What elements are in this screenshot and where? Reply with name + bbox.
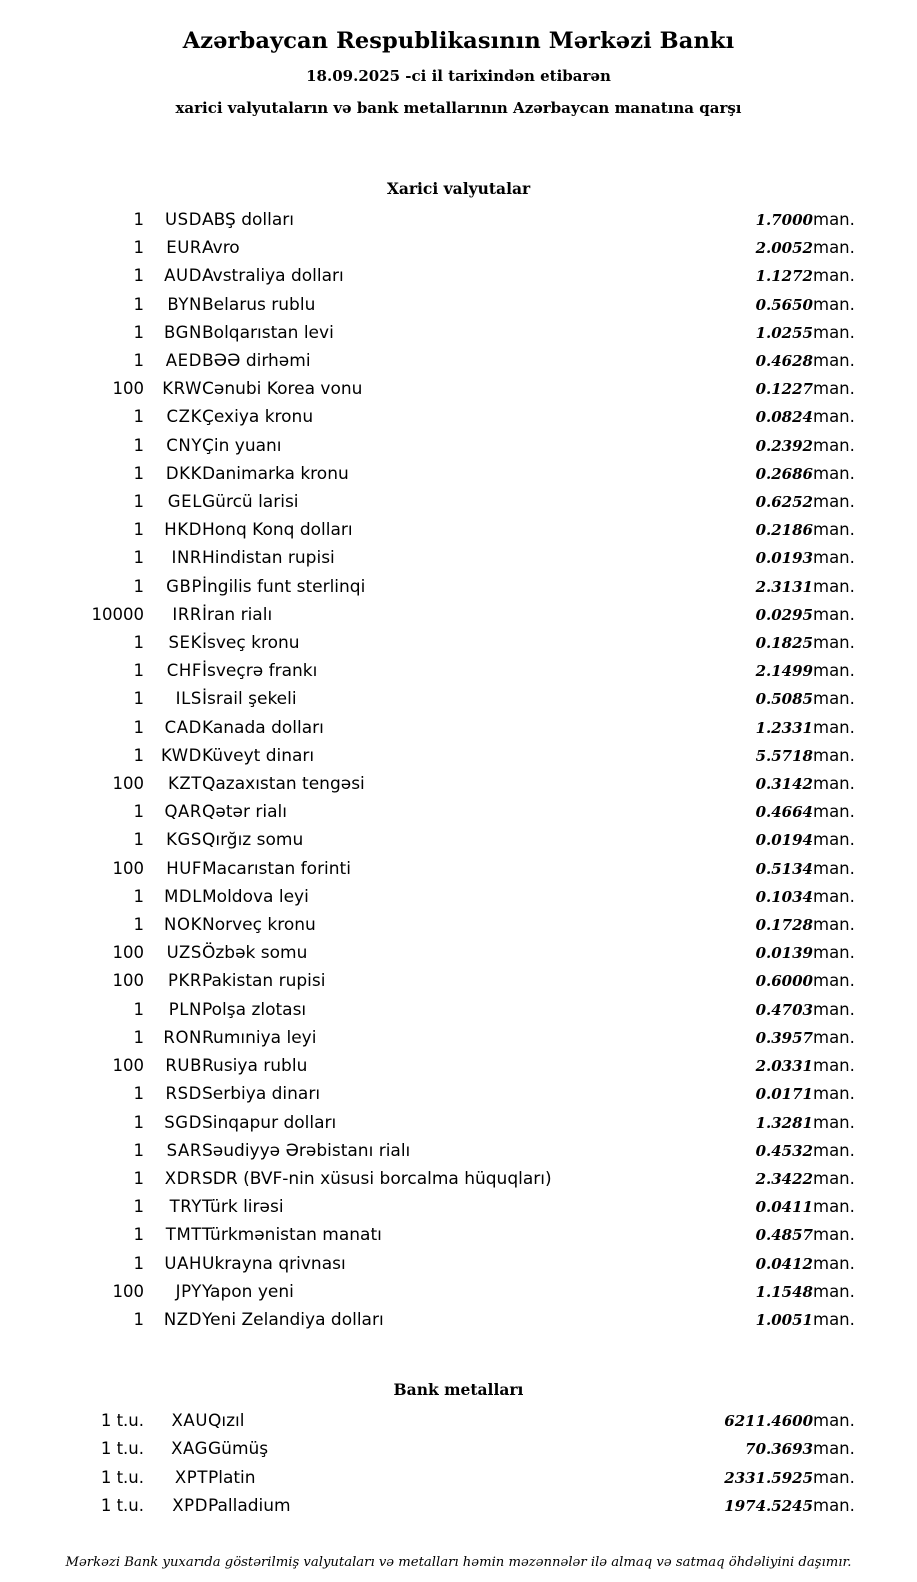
rate-amount: 1 [133,407,144,427]
rate-value: 0.3142 [755,775,813,794]
currency-name: İran rialı [202,604,273,625]
currency-code: TRY [169,1197,202,1217]
currency-name: Türkmənistan manatı [202,1225,382,1246]
rate-value: 5.5718 [755,746,813,765]
currency-name: İsveç kronu [202,633,300,654]
currency-row [48,1024,869,1052]
rate-value: 0.0171 [755,1085,813,1104]
rate-value: 0.6252 [755,493,813,512]
rate-unit: man. [813,1253,855,1273]
currency-row [48,657,869,685]
rate-unit: man. [813,943,855,963]
rate-unit: man. [813,717,855,737]
metal-row [48,1464,869,1492]
currency-name: Hindistan rupisi [202,548,335,569]
rate-unit: man. [813,1197,855,1217]
rate-unit: man. [813,266,855,286]
rate-amount: 1 [133,1027,144,1047]
rate-amount: 100 [112,379,144,399]
rate-value: 1.3281 [755,1113,813,1132]
rate-amount: 1 [133,1253,144,1273]
rate-amount: 1 [133,1168,144,1188]
currency-name: Avro [202,238,240,259]
currency-code: XPD [172,1495,208,1515]
currency-row [48,1109,869,1137]
rate-value: 70.3693 [745,1440,813,1459]
rate-unit: man. [813,351,855,371]
rate-amount: 1 [133,661,144,681]
rate-value: 0.0193 [755,549,813,568]
rate-unit: man. [813,210,855,229]
currency-code: KGS [166,830,202,850]
currency-name: Səudiyyə Ərəbistanı rialı [202,1140,411,1161]
rate-unit: man. [813,604,855,624]
rate-value: 1.7000 [755,211,813,229]
currency-name: Sinqapur dolları [202,1112,337,1133]
currency-row [48,1137,869,1165]
rate-amount: 1 [133,266,144,286]
rate-amount: 1 [133,520,144,540]
currency-row [48,826,869,854]
rate-amount: 1 [133,210,144,229]
rate-amount: 1 [133,1140,144,1160]
currency-code: USD [164,210,202,229]
rate-amount: 1 t.u. [100,1495,144,1515]
currency-name: Kanada dolları [202,717,324,738]
rate-value: 6211.4600 [724,1412,813,1431]
rate-unit: man. [813,463,855,483]
rate-unit: man. [813,435,855,455]
rate-unit: man. [813,830,855,850]
currency-row [48,996,869,1024]
rate-unit: man. [813,802,855,822]
currency-name: Küveyt dinarı [202,745,315,766]
currency-code: UZS [166,943,202,963]
currency-code: NZD [163,1309,202,1329]
rate-amount: 1 [133,238,144,258]
currency-row [48,319,869,347]
rate-unit: man. [813,1225,855,1245]
currency-row [48,1080,869,1108]
currency-row [48,629,869,657]
currency-code: JPY [175,1281,202,1301]
currency-name: Serbiya dinarı [202,1084,321,1105]
currency-code: XDR [164,1168,202,1188]
rate-unit: man. [813,379,855,399]
currency-row [48,488,869,516]
rate-value: 0.4857 [755,1226,813,1245]
currency-row [48,1193,869,1221]
rate-value: 2.0331 [755,1057,813,1076]
effective-date-line: 18.09.2025 -ci il tarixindən etibarən [306,67,611,85]
rate-amount: 1 [133,492,144,512]
rate-value: 0.0194 [755,831,813,850]
rate-unit: man. [813,548,855,568]
currency-code: IRR [172,604,202,624]
currency-code: KRW [162,379,202,399]
currency-name: Danimarka kronu [202,463,349,484]
rate-amount: 1 [133,294,144,314]
currency-row [48,460,869,488]
rate-value: 0.1825 [755,634,813,653]
rate-value: 0.0139 [755,944,813,963]
currency-code: SEK [168,633,202,653]
rate-amount: 1 [133,915,144,935]
currency-code: RSD [165,1084,202,1104]
rate-value: 1.0255 [755,323,813,342]
currency-row [48,234,869,262]
rate-unit: man. [813,915,855,935]
rate-amount: 100 [112,774,144,794]
rate-amount: 1 [133,435,144,455]
currency-name: Rumıniya leyi [202,1027,317,1048]
currency-row [48,432,869,460]
currency-name: Palladium [208,1495,291,1516]
document-header [48,28,869,117]
currencies-table [48,206,869,1334]
rate-unit: man. [813,1281,855,1301]
currency-name: ABŞ dolları [202,210,294,230]
rate-unit: man. [813,492,855,512]
rate-amount: 1 [133,1084,144,1104]
rate-value: 0.4703 [755,1000,813,1019]
currency-code: KZT [167,774,202,794]
currency-row [48,347,869,375]
rate-unit: man. [813,1140,855,1160]
metal-row [48,1407,869,1435]
currency-row [48,798,869,826]
currency-name: Belarus rublu [202,294,316,315]
rate-unit: man. [813,1495,855,1515]
rate-unit: man. [813,1112,855,1132]
currency-name: İngilis funt sterlinqi [202,576,366,597]
rate-unit: man. [813,1027,855,1047]
currency-name: Gümüş [208,1439,269,1460]
rate-value: 2.0052 [755,239,813,258]
rate-amount: 1 t.u. [100,1467,144,1487]
rate-amount: 1 [133,548,144,568]
currency-code: AED [165,351,202,371]
rate-unit: man. [813,633,855,653]
currency-name: Türk lirəsi [202,1197,284,1218]
rate-unit: man. [813,407,855,427]
rate-unit: man. [813,322,855,342]
currency-code: SGD [164,1112,202,1132]
rate-amount: 1 [133,1112,144,1132]
rate-amount: 1 [133,689,144,709]
rate-value: 0.6000 [755,972,813,991]
rate-amount: 1 [133,633,144,653]
currency-code: PKR [167,971,202,991]
metals-table [48,1407,869,1520]
currency-row [48,1052,869,1080]
currency-row [48,516,869,544]
currency-code: MDL [164,886,202,906]
rate-value: 0.1034 [755,887,813,906]
currency-name: Bolqarıstan levi [202,322,334,343]
rate-amount: 1 [133,745,144,765]
currency-code: BGN [164,322,202,342]
currency-code: RON [163,1027,202,1047]
currency-name: Ukrayna qrivnası [202,1253,346,1274]
currency-name: Qazaxıstan tengəsi [202,774,365,795]
rate-value: 0.4532 [755,1141,813,1160]
rate-amount: 100 [112,943,144,963]
currency-row [48,601,869,629]
currency-name: Qətər rialı [202,802,287,823]
currency-row [48,544,869,572]
rate-value: 0.0295 [755,605,813,624]
currencies-section-title: Xarici valyutalar [386,179,531,198]
rate-amount: 100 [112,858,144,878]
currency-code: CAD [164,717,202,737]
rate-amount: 1 [133,463,144,483]
rate-unit: man. [813,689,855,709]
rate-value: 0.2186 [755,521,813,540]
currency-name: Çexiya kronu [202,407,314,428]
rate-value: 0.1227 [755,380,813,399]
currency-name: Macarıstan forinti [202,858,351,879]
rate-unit: man. [813,1411,855,1431]
currency-name: BƏƏ dirhəmi [202,351,311,372]
rate-unit: man. [813,1056,855,1076]
rate-unit: man. [813,661,855,681]
rate-unit: man. [813,576,855,596]
currency-row [48,403,869,431]
currency-name: Moldova leyi [202,886,309,907]
metal-row [48,1435,869,1463]
rate-value: 0.0411 [755,1198,813,1217]
currency-code: EUR [166,238,202,258]
rate-value: 0.3957 [755,1028,813,1047]
metal-row [48,1492,869,1520]
currency-code: XPT [174,1467,208,1487]
rate-unit: man. [813,1439,855,1459]
currency-name: Qızıl [208,1411,245,1432]
rate-value: 1.1272 [755,267,813,286]
currency-row [48,1250,869,1278]
currency-code: XAU [171,1411,208,1431]
currency-name: Platin [208,1467,256,1488]
currency-name: Polşa zlotası [202,999,307,1020]
currency-code: RUB [165,1056,202,1076]
rate-value: 0.2392 [755,436,813,455]
currency-row [48,883,869,911]
rate-unit: man. [813,238,855,258]
rate-value: 2.1499 [755,662,813,681]
rate-amount: 1 [133,1309,144,1329]
currency-row [48,911,869,939]
currency-code: QAR [164,802,202,822]
rate-amount: 1 [133,886,144,906]
currency-row [48,685,869,713]
rate-amount: 1 [133,830,144,850]
currency-row [48,714,869,742]
currency-code: BYN [167,294,202,314]
currency-name: Avstraliya dolları [202,266,344,287]
rate-value: 1.0051 [755,1310,813,1329]
currency-name: Çin yuanı [202,435,282,456]
rate-amount: 1 [133,1197,144,1217]
currency-name: Rusiya rublu [202,1056,308,1077]
rate-unit: man. [813,1168,855,1188]
rate-amount: 10000 [91,604,144,624]
rate-unit: man. [813,999,855,1019]
rate-value: 0.1728 [755,916,813,935]
rate-amount: 100 [112,1281,144,1301]
currency-name: Pakistan rupisi [202,971,326,992]
footer-note: Mərkəzi Bank yuxarıda göstərilmiş valyutaları və metalları həmin məzənnələr ilə almaq və satmaq öhdəliyini daşımır. [65,1554,852,1570]
currency-code: CZK [166,407,202,427]
rate-amount: 1 [133,717,144,737]
currency-code: HKD [164,520,202,540]
currency-row [48,206,869,234]
rate-value: 0.5650 [755,295,813,314]
currency-code: DKK [165,463,202,483]
rate-value: 0.4628 [755,352,813,371]
currency-code: PLN [168,999,202,1019]
rate-amount: 1 [133,322,144,342]
rate-unit: man. [813,774,855,794]
currency-row [48,1221,869,1249]
currency-code: NOK [164,915,202,935]
currency-row [48,262,869,290]
currency-row [48,573,869,601]
rate-amount: 1 [133,999,144,1019]
currency-code: CHF [166,661,202,681]
currency-code: ILS [175,689,202,709]
currency-code: AUD [164,266,202,286]
rate-amount: 1 [133,802,144,822]
currency-row [48,742,869,770]
currency-code: KWD [160,745,202,765]
rate-unit: man. [813,886,855,906]
currency-name: Honq Konq dolları [202,520,353,541]
currency-row [48,1278,869,1306]
rate-value: 2.3131 [755,577,813,596]
rate-value: 2.3422 [755,1169,813,1188]
currency-name: Qırğız somu [202,830,304,851]
rate-value: 1.1548 [755,1282,813,1301]
currency-row [48,939,869,967]
currency-name: İsrail şekeli [202,689,297,710]
rate-amount: 1 [133,576,144,596]
rate-amount: 1 t.u. [100,1411,144,1431]
currency-code: HUF [166,858,202,878]
document-subtitle: xarici valyutaların və bank metallarının Azərbaycan manatına qarşı [175,99,742,117]
currency-name: Gürcü larisi [202,492,299,513]
currency-code: CNY [166,435,202,455]
currency-row [48,855,869,883]
rate-unit: man. [813,1467,855,1487]
currency-code: GEL [167,492,202,512]
currency-row [48,291,869,319]
currency-name: Özbək somu [202,943,308,964]
rate-unit: man. [813,745,855,765]
currency-name: Norveç kronu [202,915,316,936]
rate-value: 1974.5245 [724,1496,813,1515]
rate-value: 0.0824 [755,408,813,427]
rate-amount: 100 [112,971,144,991]
rate-unit: man. [813,520,855,540]
currency-code: TMT [165,1225,202,1245]
rate-amount: 1 [133,351,144,371]
currency-code: GBP [166,576,202,596]
currency-row [48,1165,869,1193]
rate-unit: man. [813,1084,855,1104]
rate-value: 0.4664 [755,803,813,822]
bank-title: Azərbaycan Respublikasının Mərkəzi Bankı [182,28,735,54]
currency-code: UAH [164,1253,202,1273]
currency-row [48,375,869,403]
currency-code: INR [171,548,202,568]
currency-code: XAG [171,1439,208,1459]
rate-unit: man. [813,1309,855,1329]
rate-value: 0.2686 [755,464,813,483]
rate-amount: 1 [133,1225,144,1245]
currency-name: Yapon yeni [202,1281,294,1302]
currency-name: SDR (BVF-nin xüsusi borcalma hüquqları) [202,1168,552,1189]
rate-unit: man. [813,858,855,878]
rate-value: 0.5134 [755,859,813,878]
currency-name: Yeni Zelandiya dolları [202,1309,384,1330]
currency-name: Cənubi Korea vonu [202,379,363,400]
currency-row [48,967,869,995]
rate-amount: 1 t.u. [100,1439,144,1459]
currency-name: İsveçrə frankı [202,661,318,682]
currency-row [48,1306,869,1334]
metals-section-title: Bank metalları [393,1380,524,1400]
currency-row [48,770,869,798]
rate-value: 0.5085 [755,690,813,709]
rate-value: 2331.5925 [724,1468,813,1487]
rate-value: 1.2331 [755,718,813,737]
rate-amount: 100 [112,1056,144,1076]
rate-value: 0.0412 [755,1254,813,1273]
rate-unit: man. [813,971,855,991]
currency-code: SAR [166,1140,202,1160]
rate-unit: man. [813,294,855,314]
